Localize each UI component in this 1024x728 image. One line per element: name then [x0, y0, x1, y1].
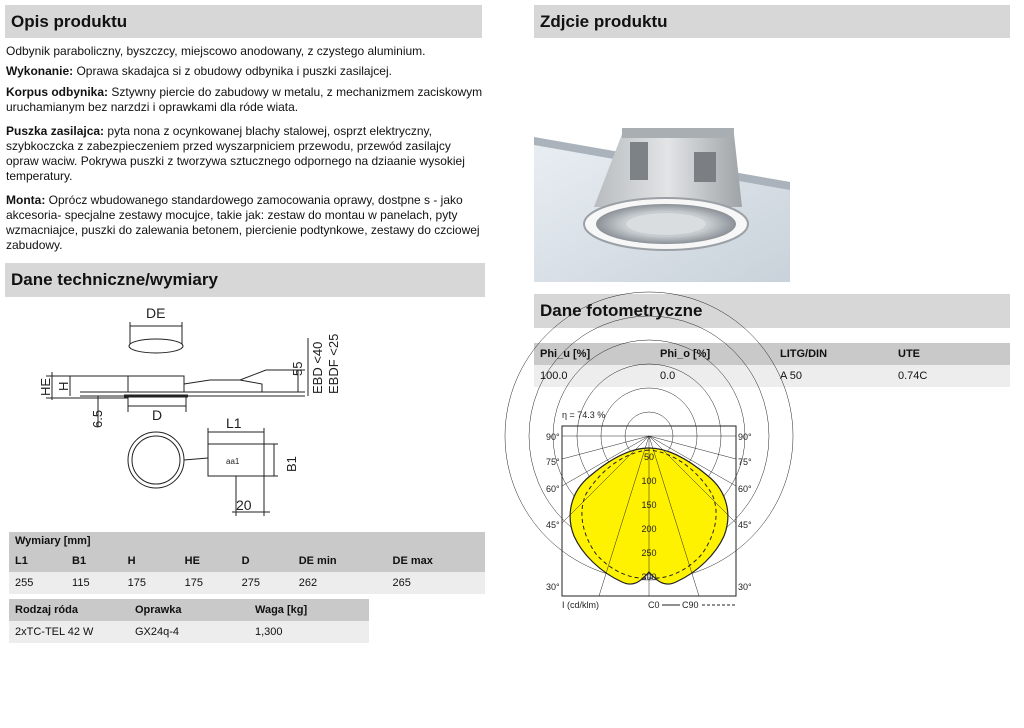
polar-diagram: [530, 404, 770, 616]
section-title: Dane techniczne/wymiary: [11, 270, 218, 289]
lamp-table: [9, 599, 369, 643]
table-header: LITG/DIN: [774, 343, 892, 365]
c90-label: C90: [682, 600, 699, 610]
cable: [240, 370, 266, 380]
plan-ring-inner: [132, 436, 180, 484]
description-p4: Puszka zasilajca: pyta nona z ocynkowanej blachy stalowej, osprzt elektryczny, szybkoczcka z zabezpieczeniem przed wyszarpniciem przewodu, przewód zasilajcy opraw waciw. Pokrywa puszki z tworzywa sztucznego odpornego na dziaanie wysokiej temperatury.: [6, 124, 465, 183]
table-cell: 100.0: [534, 365, 654, 387]
table-cell: 255: [9, 572, 66, 594]
table-header: DE min: [293, 550, 387, 572]
angle-label: 75°: [546, 457, 560, 467]
section-header-zdjecie: [534, 5, 1010, 38]
description-p3: Korpus odbynika: Sztywny piercie do zabudowy w metalu, z mechanizmem zaciskowym uruchamianym bez narzdzi i oprawkami dla róde wiata.: [6, 85, 483, 114]
table-row: [9, 572, 485, 594]
ring-label: 300: [641, 572, 657, 582]
ring-label: 50: [643, 452, 655, 462]
label-55: 55: [290, 361, 305, 376]
angle-label: 30°: [546, 582, 560, 592]
description-p2: Wykonanie: Oprawa skadajca si z obudowy odbynika i puszki zasilajcej.: [6, 64, 392, 78]
label-de: DE: [146, 305, 166, 321]
label-h: H: [56, 381, 71, 391]
table-cell: 2xTC-TEL 42 W: [9, 621, 129, 643]
label-6-5: 6.5: [90, 409, 105, 428]
table-cell: 1,300: [249, 621, 369, 643]
ring-label: 150: [641, 500, 657, 510]
eta-label: η = 74.3 %: [562, 410, 606, 420]
cable: [184, 458, 208, 460]
ring-label: 250: [641, 548, 657, 558]
table-cell: 0.0: [654, 365, 774, 387]
section-header-opis: [5, 5, 482, 38]
table-cell: A 50: [774, 365, 892, 387]
technical-drawing: [40, 300, 360, 520]
plan-ring: [128, 432, 184, 488]
table-cell: 115: [66, 572, 122, 594]
label-l1: L1: [226, 415, 242, 431]
table-cell: 0.74C: [892, 365, 1010, 387]
table-row: [534, 365, 1010, 387]
angle-label: 60°: [546, 484, 560, 494]
photometric-table: [534, 343, 1010, 387]
table-header: HE: [179, 550, 236, 572]
description-p1: Odbynik paraboliczny, byszczcy, miejscowo anodowany, z czystego aluminium.: [6, 44, 426, 58]
ballast-label: aa1: [226, 457, 240, 466]
label-ebdf: EBDF <25: [326, 333, 341, 394]
table-header: D: [236, 550, 293, 572]
unit-label: I (cd/klm): [562, 600, 599, 610]
downlight-illustration: [534, 42, 790, 282]
luminaire-housing: [128, 376, 184, 392]
ring-label: 100: [641, 476, 657, 486]
angle-label: 60°: [738, 484, 752, 494]
label-d: D: [152, 407, 163, 423]
section-title: Opis produktu: [11, 11, 128, 31]
c0-label: C0: [648, 600, 660, 610]
section-title: Zdjcie produktu: [540, 11, 668, 31]
table-header: Rodzaj róda: [9, 599, 129, 621]
table-header: Oprawka: [129, 599, 249, 621]
label-he: HE: [38, 377, 53, 396]
table-header: UTE: [892, 343, 1010, 365]
label-ebd: EBD <40: [310, 341, 325, 394]
label-b1: B1: [284, 456, 299, 472]
table-header: DE max: [387, 550, 485, 572]
angle-label: 90°: [738, 432, 752, 442]
table-header: Phi_u [%]: [534, 343, 654, 365]
label-20: 20: [236, 497, 252, 513]
angle-label: 90°: [546, 432, 560, 442]
table-cell: 265: [387, 572, 485, 594]
angle-label: 45°: [546, 520, 560, 530]
table-header: Phi_o [%]: [654, 343, 774, 365]
section-title: Dane fotometryczne: [540, 301, 703, 320]
cutout-ellipse: [129, 339, 183, 353]
ring-label: 200: [641, 524, 657, 534]
table-row: [9, 621, 369, 643]
table-cell: GX24q-4: [129, 621, 249, 643]
table-header: B1: [66, 550, 122, 572]
table-cell: 275: [236, 572, 293, 594]
description-p5: Monta: Oprócz wbudowanego standardowego zamocowania oprawy, dostpne s - jako akcesoria- specjalne zestawy mocujce, takie jak: zestaw do montau w panelach, pyty wzmacniajce, puszki do zalewania betonem, piercienie podtynkowe, zestawy do czciowej zabudowy.: [6, 193, 480, 252]
section-header-dane-tech: [5, 263, 485, 297]
table-header: L1: [9, 550, 66, 572]
angle-label: 30°: [738, 582, 752, 592]
angle-label: 75°: [738, 457, 752, 467]
table-cell: 175: [122, 572, 179, 594]
table-header: Waga [kg]: [249, 599, 369, 621]
dimensions-table: [9, 532, 485, 594]
table-cell: 175: [179, 572, 236, 594]
section-header-dane-foto: [534, 294, 1010, 328]
angle-label: 45°: [738, 520, 752, 530]
product-photo: [534, 42, 790, 282]
ballast-box: [184, 380, 262, 392]
dimensions-caption: Wymiary [mm]: [9, 532, 485, 550]
table-cell: 262: [293, 572, 387, 594]
table-header: H: [122, 550, 179, 572]
